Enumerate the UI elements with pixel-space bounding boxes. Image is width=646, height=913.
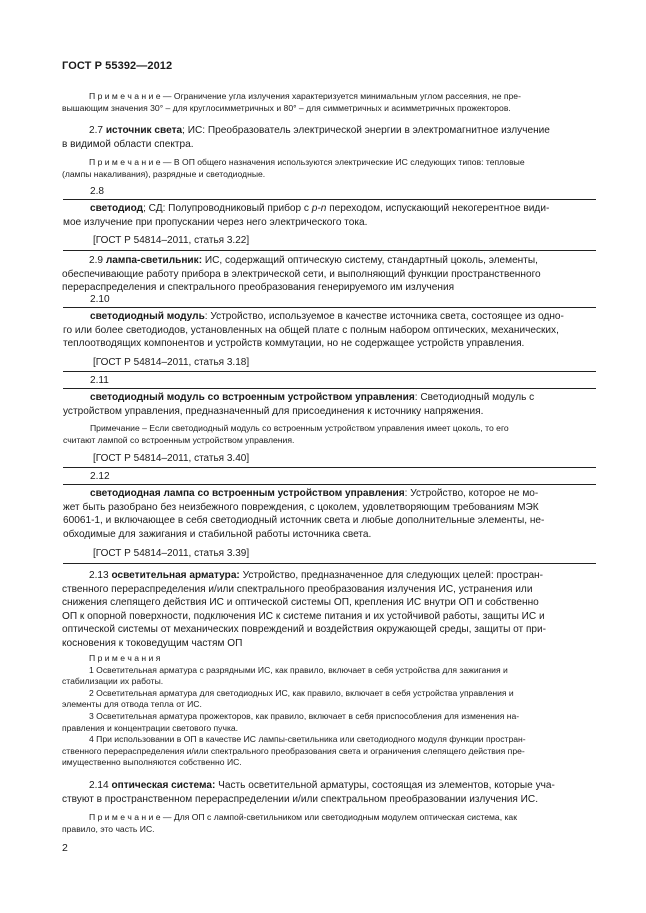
note-item-1: 1 Осветительная арматура с разрядными ИС, как правило, включает в себя устройства для зажигания и (89, 664, 508, 675)
note-label: П р и м е ч а н и е (89, 91, 161, 101)
section-number-2-10: 2.10 (90, 294, 110, 305)
note-label: П р и м е ч а н и е (89, 157, 161, 167)
term-led-module-with-control: светодиодный модуль со встроенным устройством управления (90, 392, 415, 403)
definition-2-9: 2.9 лампа-светильник: ИС, содержащий оптическую систему, стандартный цоколь, элементы, обеспечивающие работу прибора в электрической сети, и выполняющий функции пространственного перераспределения и спектрального преобразования генерируемого им излучения (62, 255, 541, 293)
definition-frame-2-11: светодиодный модуль со встроенным устройством управления: Светодиодный модуль с устройством управления, предназначенный для присоединения к источнику напряжения. Примечание – Если светодиодный модуль со встроенным устройством управления имеет цоколь, то его считают лампой со встроенным устройством управления. [ГОСТ Р 54814–2011, статья 3.40] (63, 388, 596, 468)
definition-frame-2-12: светодиодная лампа со встроенным устройством управления: Устройство, которое не мо- жет быть разобрано без неизбежного повреждения, с цоколем, удовлетворяющим требованиям МЭК 60061-1, и включающее в себя светодиодный источник света и любые дополнительные элементы, не- обходимые для зажигания и стабильной работы источника света. [ГОСТ Р 54814–2011, статья 3.39] (63, 484, 596, 564)
term-optical-system: оптическая система: (111, 780, 216, 791)
note-label: П р и м е ч а н и е (89, 812, 161, 822)
section-number-2-12: 2.12 (90, 471, 110, 482)
note-item-2: 2 Осветительная арматура для светодиодных ИС, как правило, включает в себя устройства управления и (89, 687, 514, 698)
note-light-source-types: П р и м е ч а н и е — В ОП общего назначения используются электрические ИС следующих типов: тепловые (лампы накаливания), разрядные и светодиодные. (62, 157, 525, 179)
page-number: 2 (62, 842, 68, 854)
note-label: Примечание (90, 423, 140, 433)
note-2-11: Примечание – Если светодиодный модуль со встроенным устройством управления имеет цоколь, то его считают лампой со встроенным устройством управления. (63, 423, 509, 445)
term-light-source: источник света (105, 125, 183, 136)
note-angle-of-radiation: П р и м е ч а н и е — Ограничение угла излучения характеризуется минимальным углом рассеяния, не пре- вышающим значения 30° – для круглосимметричных и 80° – для симметричных и асимметричных прожекторов. (62, 91, 521, 113)
term-lamp-luminaire: лампа-светильник: (105, 255, 203, 266)
definition-frame-2-10: светодиодный модуль: Устройство, используемое в качестве источника света, состоящее из одно- го или более светодиодов, установленных на общей плате с полным набором оптических, механических, теплоотводящих компонентов и устройств коммутации, но не содержащее устройств управления. [ГОСТ Р 54814–2011, статья 3.18] (63, 307, 596, 372)
term-led: светодиод (90, 203, 144, 214)
document-header: ГОСТ Р 55392—2012 (62, 60, 173, 72)
term-led-lamp-with-control: светодиодная лампа со встроенным устройством управления (90, 488, 405, 499)
note-item-4: 4 При использовании в ОП в качестве ИС лампы-светильника или светодиодного модуля функции простран- (89, 734, 526, 745)
reference-2-11: [ГОСТ Р 54814–2011, статья 3.40] (93, 453, 250, 464)
term-lighting-fixture: осветительная арматура: (111, 570, 240, 581)
term-led-module: светодиодный модуль (90, 311, 205, 322)
reference-2-8: [ГОСТ Р 54814–2011, статья 3.22] (93, 235, 250, 246)
definition-2-7: 2.7 источник света; ИС: Преобразователь электрической энергии в электромагнитное излучение в видимой области спектра. (62, 125, 550, 150)
reference-2-12: [ГОСТ Р 54814–2011, статья 3.39] (93, 548, 250, 559)
section-number-2-8: 2.8 (90, 186, 105, 197)
note-item-3: 3 Осветительная арматура прожекторов, как правило, включает в себя приспособления для изменения на- (89, 710, 520, 721)
section-number-2-11: 2.11 (90, 375, 109, 386)
definition-2-14: 2.14 оптическая система: Часть осветительной арматуры, состоящая из элементов, которые уча- ствуют в пространственном перераспределении и/или спектральном преобразовании излучения ИС. (62, 780, 555, 805)
reference-2-10: [ГОСТ Р 54814–2011, статья 3.18] (93, 357, 250, 368)
notes-label: П р и м е ч а н и я (89, 653, 161, 663)
notes-2-13: П р и м е ч а н и я 1 Осветительная арматура с разрядными ИС, как правило, включает в себя устройства для зажигания и стабилизации их работы. 2 Осветительная арматура для светодиодных ИС, как правило, включает в себя устройства управления и элементы для отвода тепла от ИС. 3 Осветительная арматура прожекторов, как правило, включает в себя приспособления для изменения на- правления и концентрации светового пучка. 4 При использовании в ОП в качестве ИС лампы-светильника или светодиодного модуля функции простран- ственного перераспределения и/или спектрального преобразования света и ограничения слепящего действия пре- имущественно выполняются собственно ИС. (62, 653, 596, 769)
note-2-14: П р и м е ч а н и е — Для ОП с лампой-светильником или светодиодным модулем оптическая система, как правило, это часть ИС. (62, 812, 517, 834)
definition-2-13: 2.13 осветительная арматура: Устройство, предназначенное для следующих целей: простран- ственного перераспределения и/или спектрального преобразования излучения ИС, устранения или снижения слепящего действия ИС и оптической системы ОП, крепления ИС внутри ОП и собственно ОП к опорной поверхности, подключения ИС к системе питания и их устойчивой работы, защиты ИС и оптической системы от механических повреждений и воздействия окружающей среды, защиты от при- косновения к токоведущим частям ОП (62, 570, 547, 649)
definition-frame-2-8: светодиод; СД: Полупроводниковый прибор с p-n переходом, испускающий некогерентное види- мое излучение при пропускании через него электрического тока. [ГОСТ Р 54814–2011, статья 3.22] (63, 199, 596, 251)
